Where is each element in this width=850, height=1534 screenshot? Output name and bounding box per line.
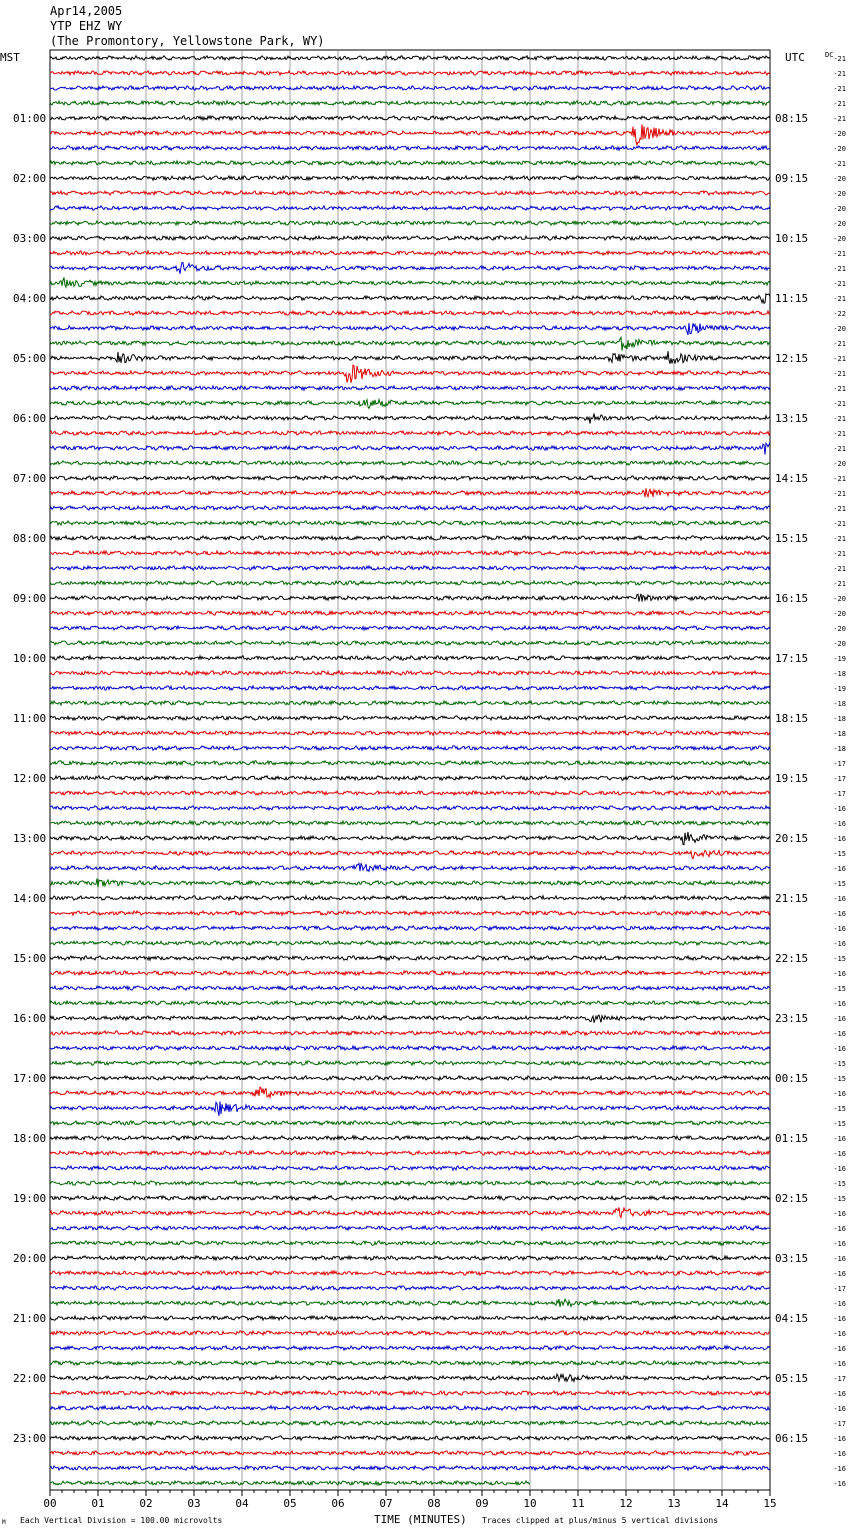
seismic-trace <box>50 806 770 810</box>
dc-offset-value: -15 <box>833 985 846 993</box>
seismic-trace <box>50 431 770 435</box>
seismic-trace <box>50 776 770 780</box>
seismic-trace <box>50 1151 770 1155</box>
seismic-trace <box>50 956 770 960</box>
dc-offset-value: -21 <box>833 400 846 408</box>
seismic-trace <box>50 986 770 990</box>
mst-hour-label: 03:00 <box>13 232 47 245</box>
seismic-trace <box>50 671 770 675</box>
dc-offset-value: -18 <box>833 700 846 708</box>
dc-offset-value: -16 <box>833 1045 846 1053</box>
dc-offset-value: -16 <box>833 1255 846 1263</box>
dc-offset-value: -16 <box>833 1270 846 1278</box>
dc-offset-value: -20 <box>833 640 846 648</box>
seismic-trace <box>50 351 770 364</box>
dc-offset-value: -21 <box>833 475 846 483</box>
utc-hour-label: 01:15 <box>775 1132 809 1145</box>
seismic-trace <box>50 626 770 630</box>
mst-hour-label: 13:00 <box>13 832 47 845</box>
dc-offset-value: -21 <box>833 445 846 453</box>
seismic-trace <box>50 414 770 424</box>
seismic-trace <box>50 191 770 195</box>
mst-hour-label: 22:00 <box>13 1372 47 1385</box>
time-axis-label: TIME (MINUTES) <box>374 1513 467 1526</box>
dc-offset-value: -20 <box>833 175 846 183</box>
minute-tick-label: 15 <box>763 1497 777 1510</box>
dc-offset-value: -21 <box>833 565 846 573</box>
dc-offset-value: -16 <box>833 1390 846 1398</box>
dc-offset-value: -16 <box>833 1450 846 1458</box>
dc-offset-value: -17 <box>833 760 846 768</box>
plot-station: YTP EHZ WY <box>50 19 123 33</box>
dc-offset-value: -15 <box>833 880 846 888</box>
dc-offset-value: -20 <box>833 460 846 468</box>
seismic-trace <box>50 1374 770 1381</box>
minute-tick-label: 08 <box>427 1497 441 1510</box>
dc-offset-value: -16 <box>833 940 846 948</box>
mst-hour-label: 16:00 <box>13 1012 47 1025</box>
seismic-trace <box>50 1331 770 1335</box>
dc-offset-value: -20 <box>833 130 846 138</box>
dc-offset-value: -16 <box>833 1240 846 1248</box>
dc-offset-value: -16 <box>833 1315 846 1323</box>
seismic-trace <box>50 896 770 900</box>
minute-tick-label: 12 <box>619 1497 633 1510</box>
dc-offset-value: -16 <box>833 805 846 813</box>
mst-hour-label: 14:00 <box>13 892 47 905</box>
right-axis-title: UTC <box>785 51 805 64</box>
seismic-trace <box>50 337 770 350</box>
utc-hour-label: 20:15 <box>775 832 809 845</box>
dc-offset-value: -21 <box>833 355 846 363</box>
dc-offset-value: -16 <box>833 970 846 978</box>
seismic-trace <box>50 1256 770 1260</box>
utc-hour-label: 05:15 <box>775 1372 809 1385</box>
seismic-trace <box>50 1421 770 1425</box>
minute-tick-label: 07 <box>379 1497 393 1510</box>
dc-offset-value: -16 <box>833 1030 846 1038</box>
dc-offset-value: -21 <box>833 505 846 513</box>
dc-offset-value: -15 <box>833 1120 846 1128</box>
dc-offset-value: -16 <box>833 1300 846 1308</box>
seismic-trace <box>50 442 770 455</box>
seismic-trace <box>50 1181 770 1185</box>
seismic-trace <box>50 1361 770 1365</box>
dc-offset-value: -16 <box>833 1345 846 1353</box>
dc-offset-value: -20 <box>833 220 846 228</box>
seismic-trace <box>50 971 770 975</box>
seismic-trace <box>50 716 770 720</box>
plot-date: Apr14,2005 <box>50 4 123 18</box>
dc-offset-value: -17 <box>833 775 846 783</box>
dc-offset-value: -15 <box>833 1075 846 1083</box>
seismic-trace <box>50 1466 770 1470</box>
dc-offset-value: -21 <box>833 520 846 528</box>
dc-offset-value: -21 <box>833 115 846 123</box>
seismic-trace <box>50 86 770 90</box>
dc-offset-value: -16 <box>833 1405 846 1413</box>
minute-tick-label: 04 <box>235 1497 249 1510</box>
seismic-trace <box>50 386 770 390</box>
seismic-trace <box>50 1286 770 1290</box>
dc-offset-value: -16 <box>833 925 846 933</box>
dc-offset-value: -20 <box>833 205 846 213</box>
dc-offset-value: -17 <box>833 790 846 798</box>
seismic-traces <box>50 56 770 1485</box>
dc-offset-value: -16 <box>833 1210 846 1218</box>
seismic-trace <box>50 236 770 240</box>
minute-tick-label: 10 <box>523 1497 537 1510</box>
seismic-trace <box>50 941 770 945</box>
utc-hour-label: 14:15 <box>775 472 809 485</box>
dc-offset-value: -18 <box>833 745 846 753</box>
seismic-trace <box>50 1015 770 1023</box>
dc-offset-value: -16 <box>833 1480 846 1488</box>
utc-hour-label: 11:15 <box>775 292 809 305</box>
seismic-trace <box>50 1241 770 1245</box>
seismic-trace <box>50 506 770 510</box>
dc-offset-value: -21 <box>833 535 846 543</box>
mst-hour-label: 05:00 <box>13 352 47 365</box>
dc-offset-value: -15 <box>833 1105 846 1113</box>
utc-hour-label: 23:15 <box>775 1012 809 1025</box>
dc-offset-value: -15 <box>833 1180 846 1188</box>
seismic-trace <box>50 488 770 497</box>
dc-offset-value: -16 <box>833 1015 846 1023</box>
mst-hour-label: 15:00 <box>13 952 47 965</box>
seismic-trace <box>50 761 770 765</box>
seismic-trace <box>50 731 770 735</box>
dc-offset-value: -18 <box>833 670 846 678</box>
utc-hour-label: 22:15 <box>775 952 809 965</box>
seismic-trace <box>50 251 770 255</box>
seismic-trace <box>50 56 770 60</box>
dc-offset-value: -16 <box>833 1090 846 1098</box>
mst-hour-label: 11:00 <box>13 712 47 725</box>
minute-tick-label: 03 <box>187 1497 201 1510</box>
minute-tick-label: 05 <box>283 1497 297 1510</box>
dc-offset-value: -17 <box>833 1375 846 1383</box>
mst-hour-label: 07:00 <box>13 472 47 485</box>
mst-hour-label: 17:00 <box>13 1072 47 1085</box>
utc-hour-label: 16:15 <box>775 592 809 605</box>
seismic-trace <box>50 263 770 274</box>
dc-offset-value: -17 <box>833 1420 846 1428</box>
dc-offset-value: -16 <box>833 1360 846 1368</box>
dc-offset-value: -16 <box>833 820 846 828</box>
mst-hour-label: 12:00 <box>13 772 47 785</box>
dc-offset-value: -16 <box>833 1465 846 1473</box>
seismic-trace <box>50 551 770 555</box>
mst-hour-label: 18:00 <box>13 1132 47 1145</box>
seismic-trace <box>50 926 770 930</box>
dc-offset-value: -20 <box>833 625 846 633</box>
utc-hour-label: 03:15 <box>775 1252 809 1265</box>
seismic-trace <box>50 1031 770 1035</box>
utc-hour-label: 08:15 <box>775 112 809 125</box>
mst-hour-label: 04:00 <box>13 292 47 305</box>
seismic-trace <box>50 1226 770 1230</box>
seismic-trace <box>50 1001 770 1005</box>
mst-hour-label: 21:00 <box>13 1312 47 1325</box>
dc-offset-value: -16 <box>833 895 846 903</box>
dc-offset-value: -16 <box>833 1150 846 1158</box>
dc-offset-value: -16 <box>833 910 846 918</box>
dc-offset-value: -20 <box>833 145 846 153</box>
dc-offset-value: -16 <box>833 1435 846 1443</box>
mst-hour-label: 01:00 <box>13 112 47 125</box>
seismic-trace <box>50 686 770 690</box>
seismic-trace <box>50 476 770 480</box>
dc-offset-value: -16 <box>833 1225 846 1233</box>
seismic-trace <box>50 594 770 602</box>
seismic-trace <box>50 832 770 845</box>
dc-offset-value: -18 <box>833 715 846 723</box>
dc-offset-value: -15 <box>833 1060 846 1068</box>
seismic-trace <box>50 656 770 660</box>
utc-hour-label: 19:15 <box>775 772 809 785</box>
seismic-trace <box>50 221 770 225</box>
dc-offset-value: -21 <box>833 550 846 558</box>
utc-hour-label: 15:15 <box>775 532 809 545</box>
seismic-trace <box>50 850 770 858</box>
seismic-trace <box>50 701 770 705</box>
dc-offset-value: -21 <box>833 160 846 168</box>
seismic-trace <box>50 71 770 75</box>
dc-offset-value: -21 <box>833 385 846 393</box>
dc-offset-value: -20 <box>833 325 846 333</box>
minute-tick-label: 06 <box>331 1497 345 1510</box>
left-axis-title: MST <box>0 51 20 64</box>
seismic-trace <box>50 323 770 335</box>
dc-offset-value: -21 <box>833 580 846 588</box>
utc-hour-label: 10:15 <box>775 232 809 245</box>
seismic-trace <box>50 1346 770 1350</box>
seismic-trace <box>50 746 770 750</box>
seismic-trace <box>50 1076 770 1080</box>
minute-tick-label: 02 <box>139 1497 153 1510</box>
dc-offset-value: -21 <box>833 490 846 498</box>
dc-offset-value: -21 <box>833 340 846 348</box>
dc-offset-value: -21 <box>833 415 846 423</box>
dc-offset-value: -15 <box>833 1195 846 1203</box>
seismic-trace <box>50 146 770 150</box>
seismic-trace <box>50 176 770 180</box>
seismic-trace <box>50 878 770 887</box>
seismic-trace <box>50 206 770 210</box>
seismic-trace <box>50 277 770 287</box>
seismic-trace <box>50 400 770 409</box>
dc-offset-value: -21 <box>833 295 846 303</box>
minute-tick-label: 11 <box>571 1497 585 1510</box>
dc-offset-value: -20 <box>833 190 846 198</box>
mst-hour-label: 06:00 <box>13 412 47 425</box>
seismic-trace <box>50 821 770 825</box>
mst-hour-label: 08:00 <box>13 532 47 545</box>
seismic-trace <box>50 1061 770 1065</box>
vertical-division-note: Each Vertical Division = 100.00 microvolts <box>20 1516 223 1525</box>
clip-note: Traces clipped at plus/minus 5 vertical divisions <box>482 1516 719 1525</box>
seismic-trace <box>50 1299 770 1307</box>
footer-corner-mark: M <box>2 1519 6 1526</box>
utc-hour-label: 04:15 <box>775 1312 809 1325</box>
seismic-trace <box>50 911 770 915</box>
seismic-trace <box>50 1207 770 1217</box>
mst-hour-label: 02:00 <box>13 172 47 185</box>
dc-offset-value: -18 <box>833 730 846 738</box>
dc-offset-value: -21 <box>833 280 846 288</box>
dc-offset-value: -20 <box>833 235 846 243</box>
dc-offset-value: -16 <box>833 865 846 873</box>
minute-tick-label: 01 <box>91 1497 105 1510</box>
utc-hour-label: 12:15 <box>775 352 809 365</box>
dc-offset-value: -21 <box>833 100 846 108</box>
seismic-trace <box>50 311 770 315</box>
dc-offset-value: -19 <box>833 685 846 693</box>
dc-offset-value: -16 <box>833 1330 846 1338</box>
dc-offset-value: -22 <box>833 310 846 318</box>
mst-hour-label: 23:00 <box>13 1432 47 1445</box>
seismic-trace <box>50 116 770 120</box>
mst-hour-label: 09:00 <box>13 592 47 605</box>
seismic-trace <box>50 294 770 304</box>
dc-offset-value: -19 <box>833 655 846 663</box>
mst-hour-label: 10:00 <box>13 652 47 665</box>
minute-tick-label: 13 <box>667 1497 681 1510</box>
seismic-trace <box>50 581 770 585</box>
seismic-trace <box>50 1391 770 1395</box>
seismic-trace <box>50 1436 770 1440</box>
dc-offset-value: -20 <box>833 610 846 618</box>
dc-offset-value: -21 <box>833 265 846 273</box>
dc-offset-value: -16 <box>833 1135 846 1143</box>
dc-offset-value: -21 <box>833 70 846 78</box>
plot-footer <box>2 1513 718 1526</box>
dc-title: DC <box>825 51 834 59</box>
seismic-trace <box>50 863 770 871</box>
dc-offset-value: -16 <box>833 1000 846 1008</box>
seismic-trace <box>50 1316 770 1320</box>
mst-hour-label: 19:00 <box>13 1192 47 1205</box>
seismic-trace <box>50 1121 770 1125</box>
dc-offset-value: -15 <box>833 850 846 858</box>
seismic-trace <box>50 1102 770 1116</box>
mst-hour-label: 20:00 <box>13 1252 47 1265</box>
utc-hour-label: 13:15 <box>775 412 809 425</box>
utc-hour-label: 21:15 <box>775 892 809 905</box>
seismic-trace <box>50 536 770 540</box>
seismic-trace <box>50 611 770 615</box>
dc-offset-value: -21 <box>833 370 846 378</box>
plot-grid <box>43 50 776 1510</box>
utc-hour-label: 17:15 <box>775 652 809 665</box>
dc-offset-value: -21 <box>833 55 846 63</box>
utc-hour-label: 06:15 <box>775 1432 809 1445</box>
dc-offset-value: -16 <box>833 835 846 843</box>
dc-offset-value: -21 <box>833 250 846 258</box>
dc-offset-value: -15 <box>833 955 846 963</box>
seismic-trace <box>50 1196 770 1200</box>
seismic-trace <box>50 161 770 165</box>
utc-hour-label: 09:15 <box>775 172 809 185</box>
seismic-trace <box>50 791 770 795</box>
seismic-trace <box>50 101 770 105</box>
seismic-trace <box>50 1046 770 1050</box>
seismic-trace <box>50 124 770 144</box>
minute-tick-label: 00 <box>43 1497 57 1510</box>
dc-offset-value: -21 <box>833 430 846 438</box>
seismic-trace <box>50 1087 770 1097</box>
seismic-trace <box>50 365 770 383</box>
seismic-trace <box>50 1136 770 1140</box>
seismic-trace <box>50 1166 770 1170</box>
utc-hour-label: 02:15 <box>775 1192 809 1205</box>
utc-hour-label: 18:15 <box>775 712 809 725</box>
seismic-trace <box>50 461 770 465</box>
seismic-trace <box>50 1271 770 1275</box>
utc-hour-label: 00:15 <box>775 1072 809 1085</box>
minute-tick-label: 14 <box>715 1497 729 1510</box>
seismic-trace <box>50 1451 770 1455</box>
plot-location: (The Promontory, Yellowstone Park, WY) <box>50 34 325 48</box>
minute-tick-label: 09 <box>475 1497 489 1510</box>
seismic-trace <box>50 1406 770 1410</box>
dc-offset-value: -21 <box>833 85 846 93</box>
dc-offset-value: -16 <box>833 1165 846 1173</box>
seismic-trace <box>50 566 770 570</box>
seismic-trace <box>50 641 770 645</box>
seismic-trace <box>50 521 770 525</box>
dc-offset-value: -17 <box>833 1285 846 1293</box>
dc-offset-value: -20 <box>833 595 846 603</box>
